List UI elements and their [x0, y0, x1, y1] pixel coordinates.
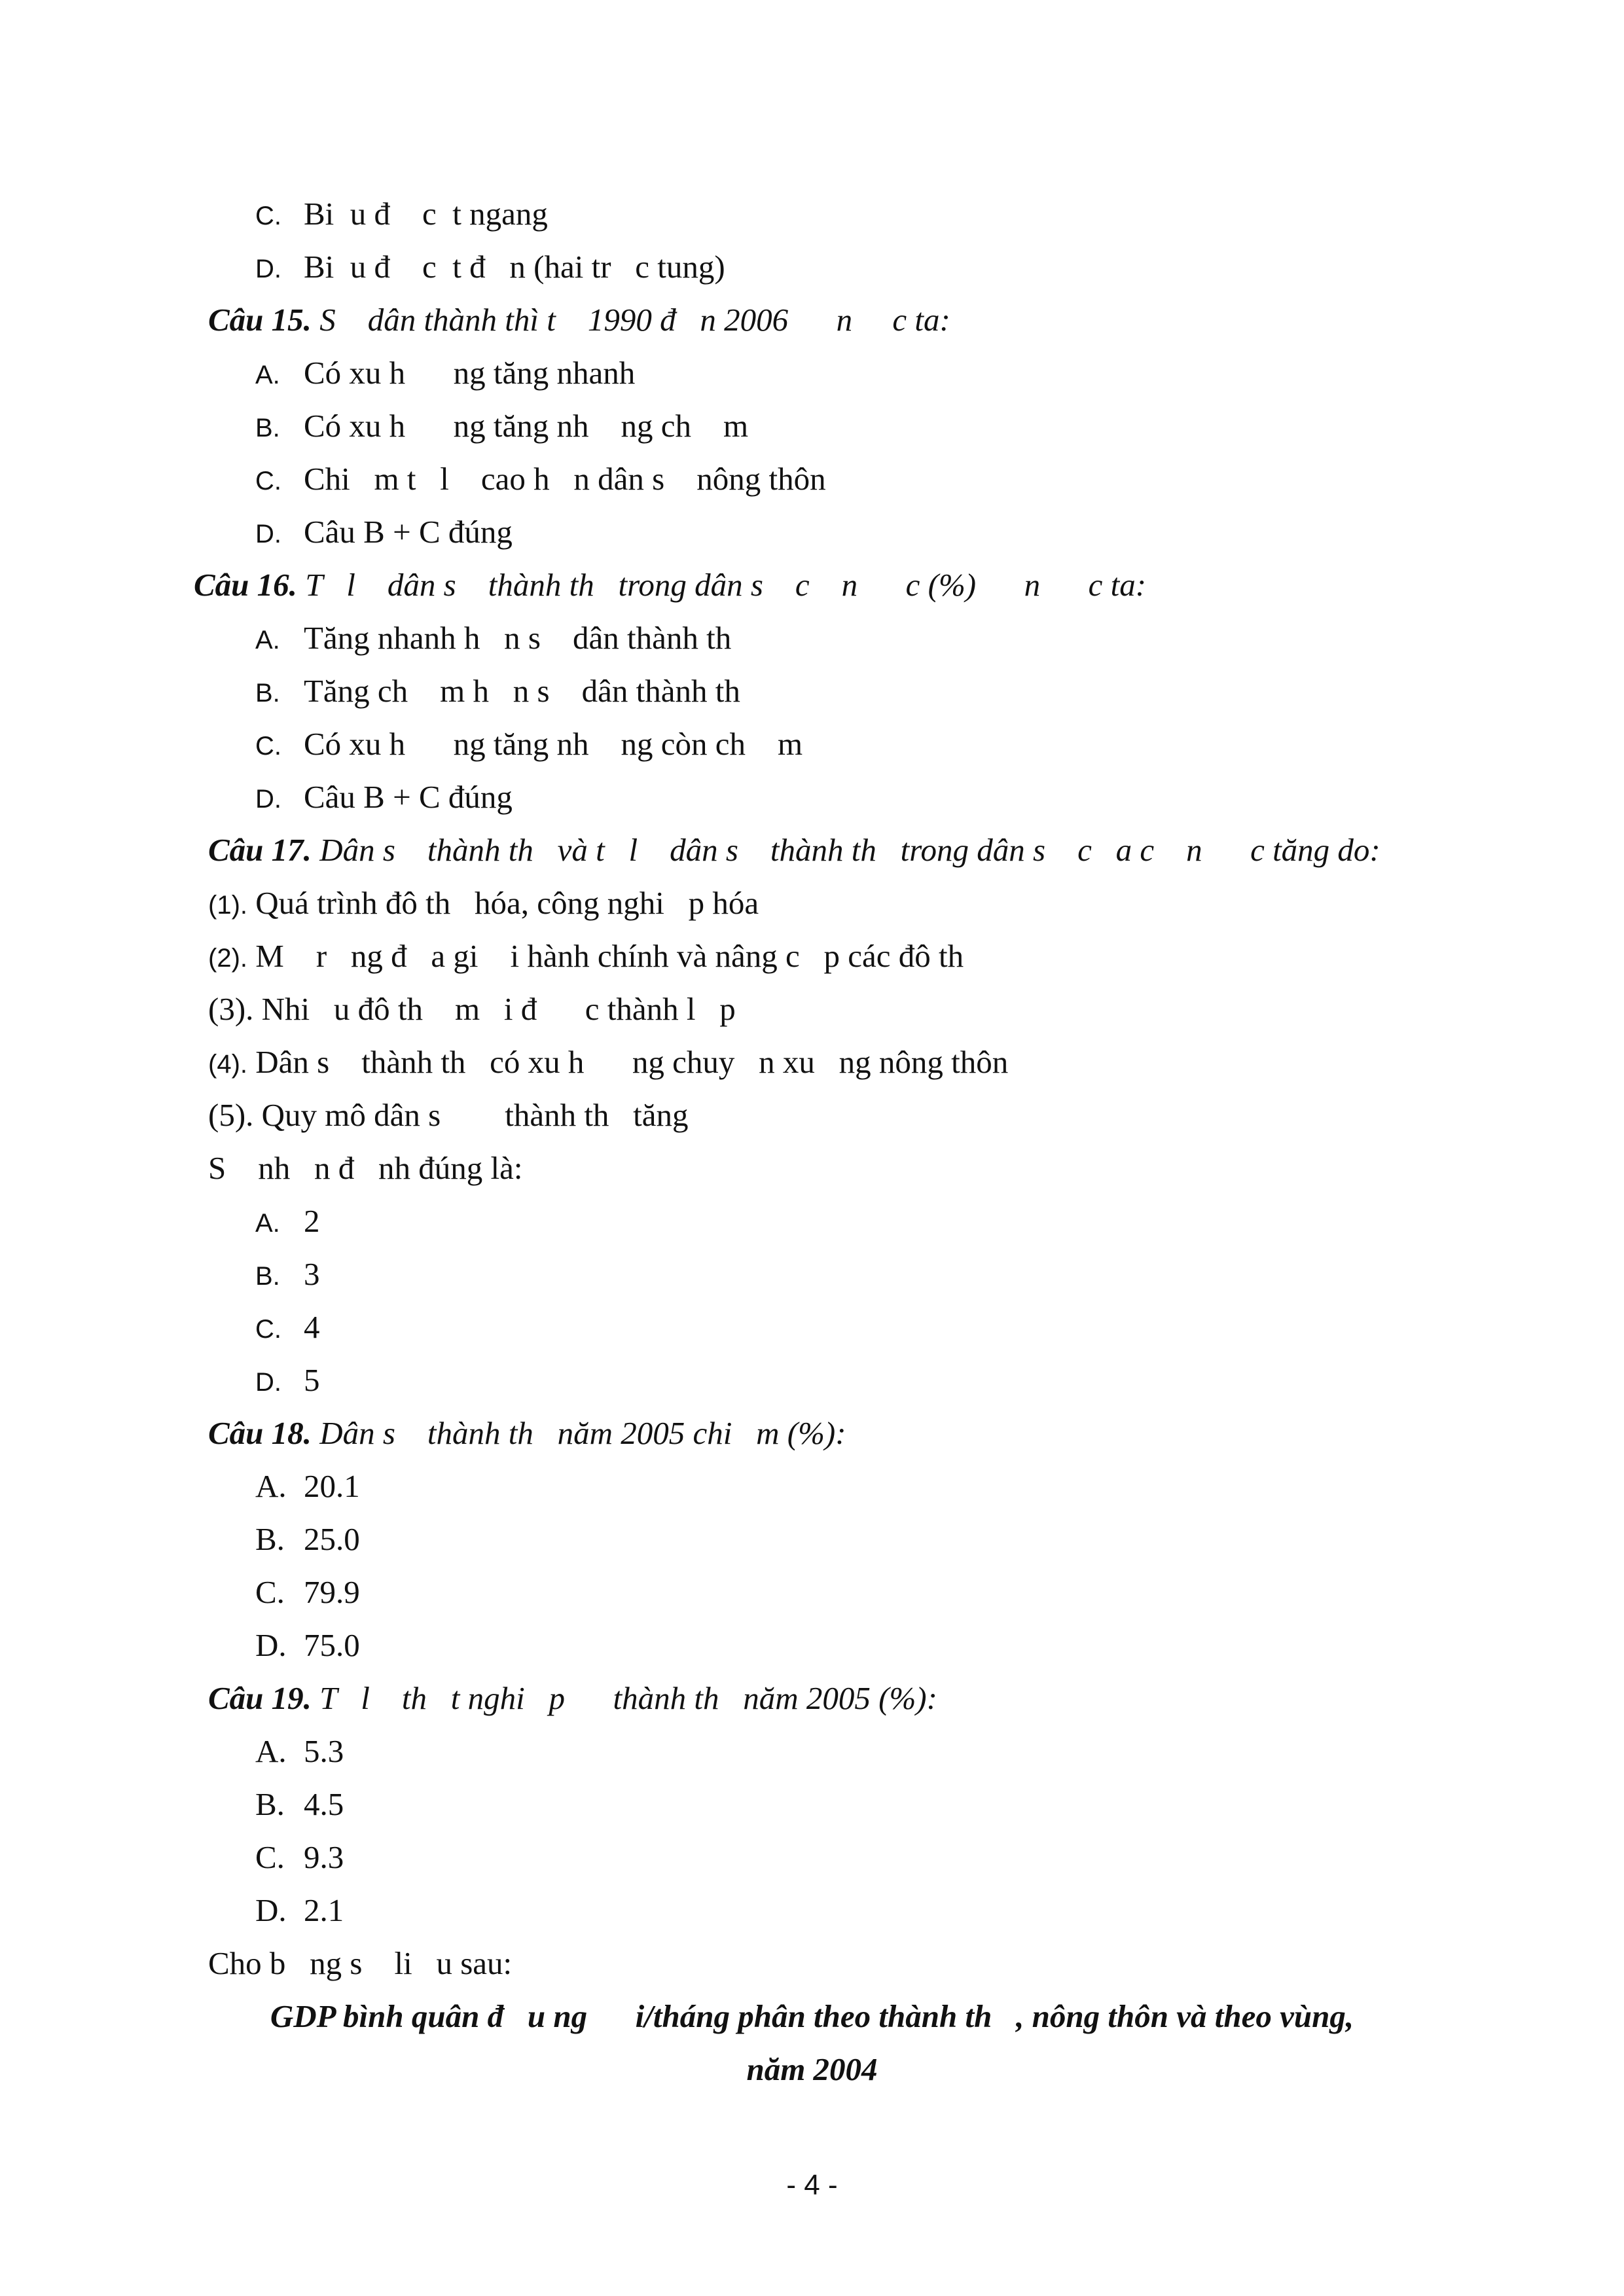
q18-option-d: D. 75.0	[255, 1627, 360, 1663]
q17-statement-4: (4). Dân s thành th có xu h ng chuy n xu ng nông thôn	[208, 1044, 1009, 1080]
q17-option-d: D. 5	[255, 1362, 320, 1398]
q17-prompt: S nh n đ nh đúng là:	[208, 1150, 523, 1186]
page-number: - 4 -	[786, 2169, 838, 2201]
q17-option-c: C. 4	[255, 1309, 320, 1345]
q16-number: Câu 16.	[194, 567, 297, 603]
q15-number: Câu 15.	[208, 302, 312, 338]
q16-option-b: B. Tăng ch m h n s dân thành th	[255, 673, 740, 709]
q17-statement-1: (1). Quá trình đô th hóa, công nghi p hóa	[208, 885, 759, 921]
table-title-line-1: GDP bình quân đ u ng i/tháng phân theo thành th , nông thôn và theo vùng,	[270, 1998, 1354, 2034]
q16-question: Câu 16. T l dân s thành th trong dân s c n c (%) n c ta:	[194, 567, 1147, 603]
q16-option-c: C. Có xu h ng tăng nh ng còn ch m	[255, 726, 803, 762]
q17-option-a: A. 2	[255, 1203, 320, 1239]
q18-option-a: A. 20.1	[255, 1468, 360, 1504]
q17-question: Câu 17. Dân s thành th và t l dân s thành th trong dân s c a c n c tăng do:	[208, 832, 1380, 868]
q16-option-a: A. Tăng nhanh h n s dân thành th	[255, 620, 732, 656]
q19-option-a: A. 5.3	[255, 1733, 344, 1769]
q18-option-b: B. 25.0	[255, 1521, 360, 1557]
q18-option-c: C. 79.9	[255, 1574, 360, 1610]
q18-number: Câu 18.	[208, 1415, 312, 1451]
q15-option-b: B. Có xu h ng tăng nh ng ch m	[255, 408, 749, 444]
q15-option-d: D. Câu B + C đúng	[255, 514, 513, 550]
q19-question: Câu 19. T l th t nghi p thành th năm 2005 (%):	[208, 1680, 937, 1716]
table-title-line-2: năm 2004	[746, 2051, 878, 2087]
q17-statement-3: (3). Nhi u đô th m i đ c thành l p	[208, 991, 736, 1027]
q19-option-c: C. 9.3	[255, 1839, 344, 1875]
q15-option-c: C. Chi m t l cao h n dân s nông thôn	[255, 461, 826, 497]
q17-option-b: B. 3	[255, 1256, 320, 1292]
q17-statement-2: (2). M r ng đ a gi i hành chính và nâng c p các đô th	[208, 938, 964, 974]
q18-question: Câu 18. Dân s thành th năm 2005 chi m (%):	[208, 1415, 846, 1451]
q17-number: Câu 17.	[208, 832, 312, 868]
q16-option-d: D. Câu B + C đúng	[255, 779, 513, 815]
q15-option-a: A. Có xu h ng tăng nhanh	[255, 355, 636, 391]
q15-question: Câu 15. S dân thành thì t 1990 đ n 2006 n c ta:	[208, 302, 950, 338]
q19-option-d: D. 2.1	[255, 1892, 344, 1928]
q14-option-d: D. Bi u đ c t đ n (hai tr c tung)	[255, 249, 725, 285]
table-intro: Cho b ng s li u sau:	[208, 1945, 513, 1981]
q17-statement-5: (5). Quy mô dân s thành th tăng	[208, 1097, 689, 1133]
q14-option-c: C. Bi u đ c t ngang	[255, 196, 548, 232]
q19-number: Câu 19.	[208, 1680, 312, 1716]
q19-option-b: B. 4.5	[255, 1786, 344, 1822]
